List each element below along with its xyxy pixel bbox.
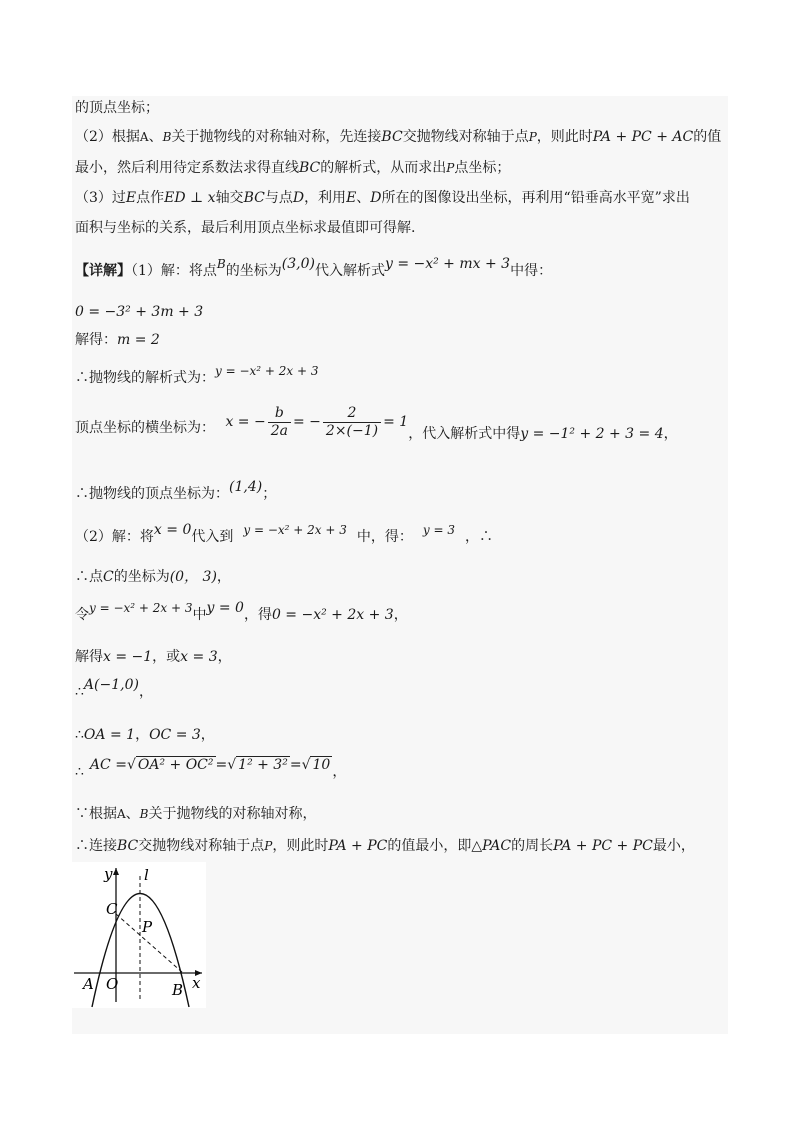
text: 、 xyxy=(148,129,163,145)
text: （1）解：将点 xyxy=(131,263,217,279)
equation: y = −x² + 2x + 3 xyxy=(243,523,347,537)
point-p: P xyxy=(528,130,537,144)
therefore-symbol: ∴ xyxy=(75,764,84,780)
segment-bc: BC xyxy=(381,129,403,145)
equation-part: = − xyxy=(292,414,321,430)
text-line-8 xyxy=(75,330,160,350)
equation: x = −1 xyxy=(103,649,153,665)
point-a: A xyxy=(117,807,126,821)
radicand: OA² + OC² xyxy=(137,757,214,773)
text-line-5 xyxy=(75,218,415,238)
text: ∵根据 xyxy=(75,806,117,822)
point-b-label: B xyxy=(172,981,184,999)
point-e: E xyxy=(346,190,357,206)
text: ； xyxy=(262,486,277,502)
text-line-7 xyxy=(75,302,203,322)
text: ，利用 xyxy=(304,190,347,206)
text: 代入到 xyxy=(191,529,234,545)
text-line-1 xyxy=(75,98,159,118)
text: 关于抛物线的对称轴对称，先连接 xyxy=(171,129,382,145)
text: 中，得： xyxy=(356,529,413,545)
text: ， xyxy=(663,426,678,442)
therefore-symbol: ∴ xyxy=(75,684,84,700)
point-d: D xyxy=(370,190,382,206)
vertex-coordinate: (1,4) xyxy=(229,479,263,495)
point-b: B xyxy=(216,257,226,271)
text: ∴连接 xyxy=(75,838,117,854)
text: 令 xyxy=(75,607,89,623)
text: 的坐标为 xyxy=(225,263,282,279)
denominator: 2a xyxy=(270,422,288,439)
y-axis-label: y xyxy=(104,865,113,883)
text: ， xyxy=(216,569,231,585)
text: 代入解析式 xyxy=(314,263,385,279)
equation: y = −x² + 2x + 3 xyxy=(215,364,319,378)
text: 解得： xyxy=(75,332,117,348)
equation-part: = xyxy=(215,757,228,773)
text: 最小， xyxy=(652,838,695,854)
text: 的坐标为 xyxy=(113,569,170,585)
text: ∴点 xyxy=(75,569,103,585)
equation: m = 2 xyxy=(117,332,160,348)
text: 点作 xyxy=(136,190,165,206)
text: ，或 xyxy=(152,649,181,665)
text-line-4 xyxy=(75,188,690,208)
text: ，得 xyxy=(243,607,272,623)
point-p: P xyxy=(264,839,273,853)
text: ，∴ xyxy=(464,529,493,545)
x-axis-label: x xyxy=(192,974,201,992)
coordinate: (0， 3) xyxy=(169,569,217,585)
text: ，则此时 xyxy=(536,129,593,145)
text: 的值 xyxy=(693,129,722,145)
text: 中得： xyxy=(510,263,553,279)
radicand: 1² + 3² xyxy=(238,757,288,773)
numerator: 2 xyxy=(323,405,381,423)
text-line-13 xyxy=(75,567,231,587)
point-e: E xyxy=(125,190,137,206)
text: 解得 xyxy=(75,649,103,665)
text-line-20 xyxy=(75,836,695,856)
point-a: A xyxy=(139,130,149,144)
text: ， xyxy=(393,607,408,623)
fraction-2-over-minus2 xyxy=(323,405,381,440)
text: 所在的图像设出坐标，再利用“铅垂高水平宽”求出 xyxy=(381,190,690,206)
text: 的值最小，即 xyxy=(387,838,472,854)
text: ， xyxy=(332,764,347,780)
numerator: b xyxy=(268,405,291,423)
y-axis-arrow-icon xyxy=(113,868,119,875)
text-line-11 xyxy=(75,479,277,504)
text: ∴抛物线的解析式为： xyxy=(75,370,215,386)
coordinate: (3,0) xyxy=(281,256,315,272)
equation: y = −x² + 2x + 3 xyxy=(89,601,193,615)
radicand: 10 xyxy=(312,757,331,773)
text: ， xyxy=(217,649,232,665)
text: ，代入解析式中得 xyxy=(408,426,521,442)
segment-bc: BC xyxy=(117,838,139,854)
equation: x = 3 xyxy=(180,649,218,665)
axis-l-label: l xyxy=(144,866,149,884)
text-line-19 xyxy=(75,804,317,824)
parabola-figure xyxy=(72,862,206,1008)
segment-bc: BC xyxy=(243,190,265,206)
text: 顶点坐标的横坐标为： xyxy=(75,420,215,436)
equation: y = −1² + 2 + 3 = 4 xyxy=(520,426,664,442)
therefore-symbol: ∴ xyxy=(75,727,84,743)
equation: 0 = −3² + 3m + 3 xyxy=(75,304,204,320)
text: 的解析式，从而求出 xyxy=(320,160,447,176)
text: 的周长 xyxy=(511,838,554,854)
equation: 0 = −x² + 2x + 3 xyxy=(271,607,394,623)
text-line-2 xyxy=(75,127,721,147)
text: 交抛物线对称轴于点 xyxy=(138,838,265,854)
point-b: B xyxy=(162,130,172,144)
equation-part: AC = xyxy=(89,757,127,773)
equation: OA = 1 xyxy=(83,727,136,743)
equation-part: x = − xyxy=(225,414,266,430)
detail-heading: 【详解】 xyxy=(75,263,131,279)
text: 、 xyxy=(356,190,371,206)
point-p: P xyxy=(446,161,455,175)
text: 与点 xyxy=(264,190,293,206)
text: ， xyxy=(135,727,150,743)
point-c: C xyxy=(103,569,114,585)
equation: y = −x² + mx + 3 xyxy=(384,256,511,272)
equation-part: = xyxy=(289,757,302,773)
coordinate: A(−1,0) xyxy=(83,677,139,693)
text: （3）过 xyxy=(75,190,126,206)
text: ∴抛物线的顶点坐标为： xyxy=(75,486,229,502)
text: 面积与坐标的关系，最后利用顶点坐标求最值即可得解. xyxy=(75,220,416,236)
equation: y = 3 xyxy=(422,523,455,537)
denominator: 2×(−1) xyxy=(325,422,379,439)
text-line-9 xyxy=(75,364,319,388)
text-line-10 xyxy=(75,404,678,456)
text-line-15 xyxy=(75,647,232,667)
text: 轴交 xyxy=(215,190,244,206)
text-line-14 xyxy=(75,600,408,625)
text: ， xyxy=(138,684,153,700)
equation: OC = 3 xyxy=(149,727,201,743)
expression: PA + PC + AC xyxy=(592,129,694,145)
text: 点坐标； xyxy=(454,160,511,176)
text-line-12 xyxy=(75,522,493,547)
text: ，则此时 xyxy=(272,838,329,854)
equation: y = 0 xyxy=(206,600,244,616)
text: 、 xyxy=(125,806,140,822)
expression: PA + PC + PC xyxy=(553,838,653,854)
point-a-label: A xyxy=(83,975,94,993)
fraction-b-over-2a xyxy=(268,405,291,440)
text: 中 xyxy=(192,607,207,623)
point-c-label: C xyxy=(106,900,118,918)
text: （2）根据 xyxy=(75,129,140,145)
text: 最小，然后利用待定系数法求得直线 xyxy=(75,160,299,176)
text-line-3 xyxy=(75,158,510,178)
point-b: B xyxy=(139,807,149,821)
vertex-heading-text: 的顶点坐标； xyxy=(75,100,159,116)
text-line-16 xyxy=(75,677,153,702)
point-d: D xyxy=(292,190,305,206)
text: 交抛物线对称轴于点 xyxy=(402,129,529,145)
text-line-18: ∴ AC =√ OA² + OC² =√ 1² + 3² =√ 10 ， xyxy=(75,757,347,780)
text: 关于抛物线的对称轴对称， xyxy=(148,806,317,822)
equation-part: = 1 xyxy=(383,414,409,430)
text: ， xyxy=(200,727,215,743)
text-line-17 xyxy=(75,725,215,745)
expression: ED ⊥ x xyxy=(164,190,216,206)
text-line-6 xyxy=(75,256,553,281)
text: （2）解：将 xyxy=(75,529,154,545)
segment-bc: BC xyxy=(299,160,321,176)
point-p-label: P xyxy=(142,918,153,936)
triangle-pac: △PAC xyxy=(471,838,512,854)
expression: PA + PC xyxy=(328,838,388,854)
origin-o-label: O xyxy=(106,975,119,993)
equation: x = 0 xyxy=(153,522,192,538)
